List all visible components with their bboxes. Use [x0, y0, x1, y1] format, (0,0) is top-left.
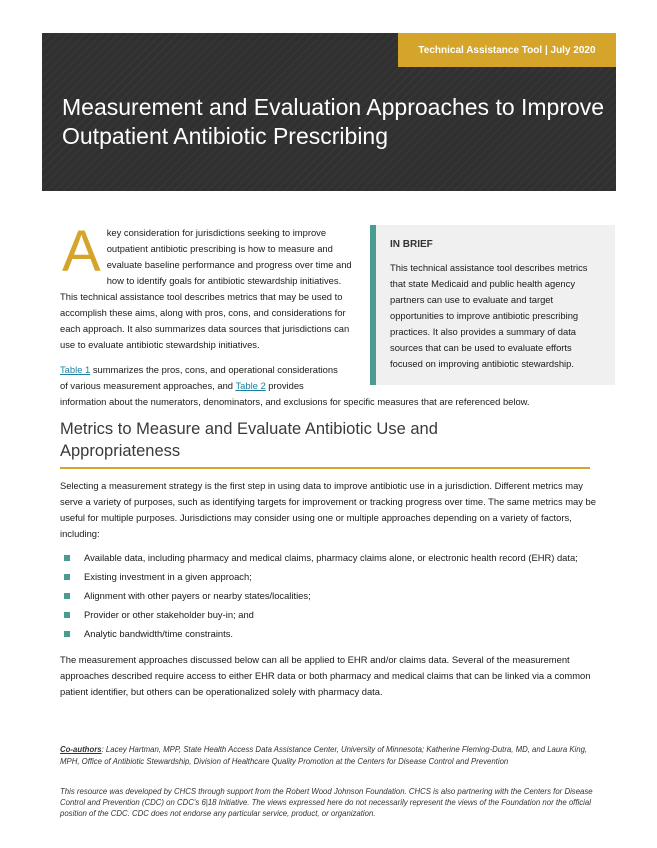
list-item: Analytic bandwidth/time constraints.	[64, 626, 600, 642]
in-brief-text: This technical assistance tool describes metrics that state Medicaid and public health agency partners can use to evaluate and target opportunities to improve antibiotic prescribing practices. It also provides a summary of data sources that can be used to evaluate efforts focused on improving antibiotic stewardship.	[390, 262, 588, 369]
title-line-1: Measurement and Evaluation Approaches to Improve	[62, 94, 605, 120]
section-body-2: The measurement approaches discussed below can all be applied to EHR and/or claims data. Several of the measurement approaches described require access to either EHR data or both pharmacy and medical claims that can be linked via a common patient identifier, but others can be operationalized solely with pharmacy data.	[60, 654, 591, 697]
bullet-square-icon	[64, 574, 70, 580]
list-item: Alignment with other payers or nearby states/localities;	[64, 588, 600, 604]
in-brief-heading: IN BRIEF	[390, 239, 433, 250]
factors-list	[64, 550, 600, 645]
section-divider	[60, 467, 590, 469]
intro-text: key consideration for jurisdictions seeking to improve outpatient antibiotic prescribing is how to measure and evaluate baseline performance and progress over time and how to identify goals for antibiotic stewardship initiatives. This technical assistance tool describes metrics that may be used to accomplish these aims, along with pros, cons, and considerations for each approach. It also summarizes data sources that jurisdictions can use to evaluate antibiotic stewardship initiatives.	[60, 227, 352, 350]
bullet-square-icon	[64, 631, 70, 637]
list-item: Provider or other stakeholder buy-in; and	[64, 607, 600, 623]
co-authors-text: : Lacey Hartman, MPP, State Health Access Data Assistance Center, University of Minnesota; Katherine Fleming-Dutra, MD, and Laura King, MPH, Office of Antibiotic Stewardship, Division of Healthcare Quality Promotion at the Centers for Disease Control and Prevention	[60, 745, 588, 766]
bullet-square-icon	[64, 555, 70, 561]
in-brief-box	[370, 225, 615, 385]
section-heading: Metrics to Measure and Evaluate Antibiotic Use and Appropriateness	[60, 420, 438, 460]
tables-reference-continuation: information about the numerators, denominators, and exclusions for specific measures that are referenced below.	[60, 396, 530, 407]
drop-cap: A	[62, 219, 101, 284]
bullet-square-icon	[64, 593, 70, 599]
list-item: Existing investment in a given approach;	[64, 569, 600, 585]
table-1-link[interactable]: Table 1	[60, 364, 91, 375]
bullet-square-icon	[64, 612, 70, 618]
tables-reference-paragraph: Table 1 summarizes the pros, cons, and operational considerations of various measurement approaches, and Table 2 provides	[60, 364, 338, 391]
co-authors	[60, 744, 600, 768]
co-authors-label: Co-authors	[60, 745, 102, 754]
list-item: Available data, including pharmacy and medical claims, pharmacy claims alone, or electronic health record (EHR) data;	[64, 550, 600, 566]
document-type-tag: Technical Assistance Tool | July 2020	[398, 33, 616, 67]
header-banner	[42, 33, 616, 191]
funding-disclaimer: This resource was developed by CHCS through support from the Robert Wood Johnson Foundation. CHCS is also partnering with the Centers for Disease Control and Prevention (CDC) on CDC's 6|18 Initiative. The views expressed here do not necessarily represent the views of the Foundation nor the official position of the CDC. CDC does not endorse any particular service, product, or organization.	[60, 787, 593, 818]
section-body-1: Selecting a measurement strategy is the first step in using data to improve antibiotic use in a jurisdiction. Different metrics may serve a variety of purposes, such as identifying targets for improvement or tracking progress over time. The same metrics may be useful for multiple purposes. Jurisdictions may consider using one or multiple approaches depending on a variety of factors, including:	[60, 480, 596, 539]
intro-paragraph	[60, 219, 355, 353]
page-title	[62, 93, 605, 151]
title-line-2: Outpatient Antibiotic Prescribing	[62, 123, 389, 149]
table-2-link[interactable]: Table 2	[235, 380, 266, 391]
